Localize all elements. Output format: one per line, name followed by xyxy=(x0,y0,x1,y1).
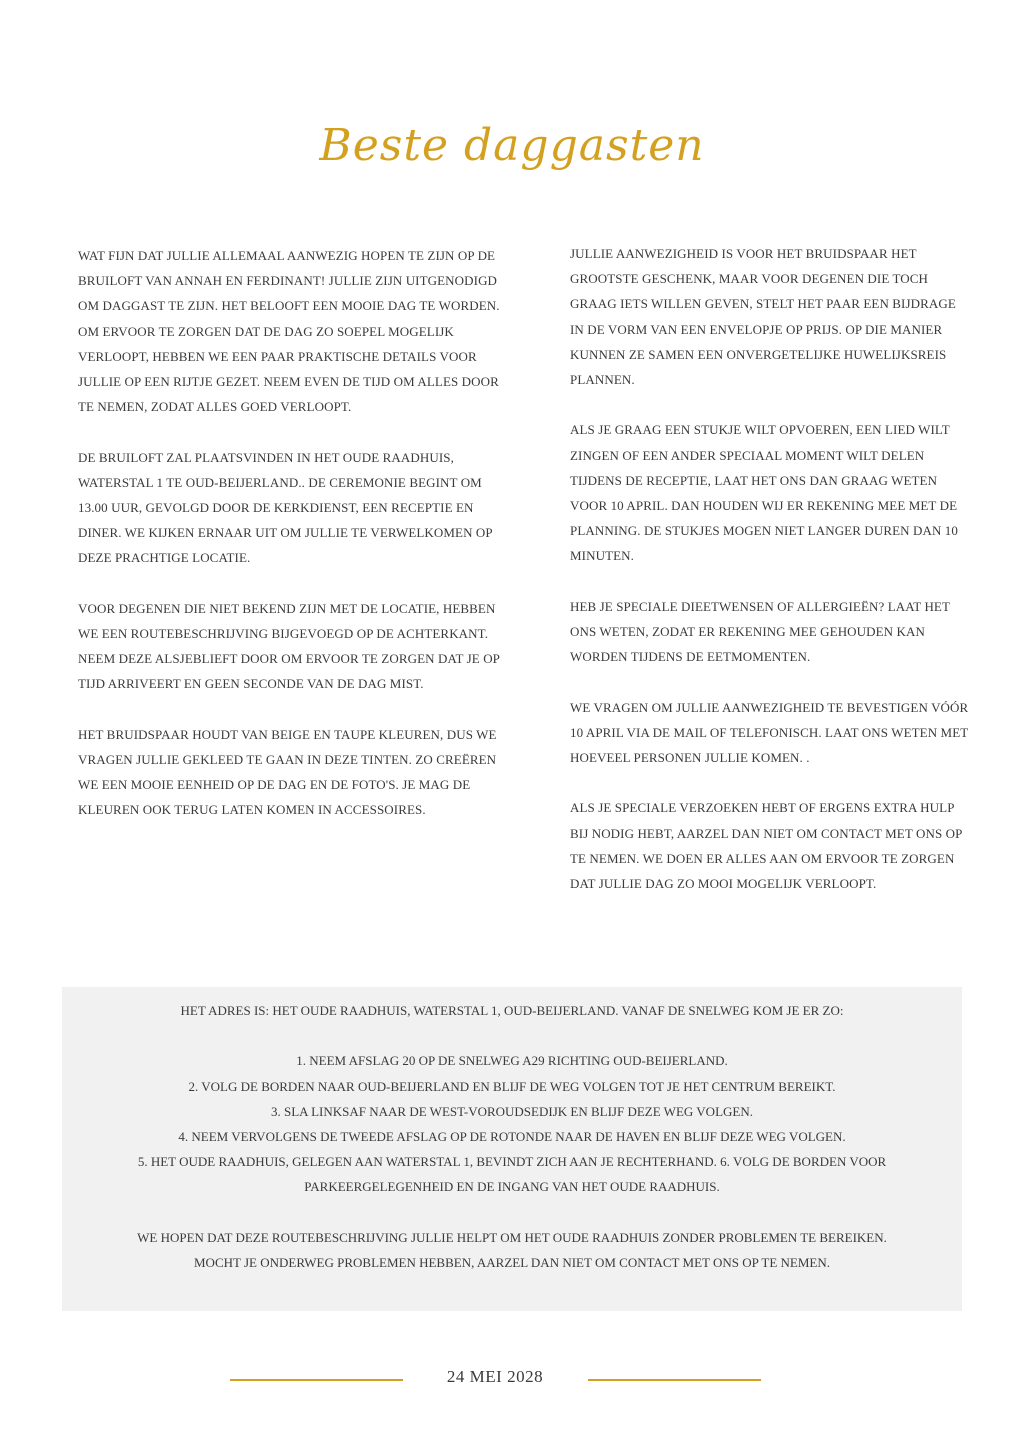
rsvp-paragraph: WE VRAGEN OM JULLIE AANWEZIGHEID TE BEVESTIGEN VÓÓR 10 APRIL VIA DE MAIL OF TELEFONISCH. LAAT ONS WETEN MET HOEVEEL PERSONEN JULLIE KOMEN. . xyxy=(570,699,969,766)
address-intro: HET ADRES IS: HET OUDE RAADHUIS, WATERSTAL 1, OUD-BEIJERLAND. VANAF DE SNELWEG KOM JE ER ZO: xyxy=(180,1003,844,1018)
route-step: PARKEERGELEGENHEID EN DE INGANG VAN HET OUDE RAADHUIS. xyxy=(304,1179,720,1195)
address-box xyxy=(62,987,962,1311)
route-step: 1. NEEM AFSLAG 20 OP DE SNELWEG A29 RICHTING OUD-BEIJERLAND. xyxy=(296,1053,728,1069)
gift-paragraph: JULLIE AANWEZIGHEID IS VOOR HET BRUIDSPAAR HET GROOTSTE GESCHENK, MAAR VOOR DEGENEN DIE TOCH GRAAG IETS WILLEN GEVEN, STELT HET PAAR EEN BIJDRAGE IN DE VORM VAN EEN ENVELOPJE OP PRIJS. OP DIE MANIER KUNNEN ZE SAMEN EEN ONVERGETELIJKE HUWELIJKSREIS PLANNEN. xyxy=(570,246,956,388)
footer xyxy=(0,1365,1024,1395)
footer-date: 24 MEI 2028 xyxy=(446,1367,544,1386)
left-column xyxy=(78,243,508,848)
contact-paragraph: ALS JE SPECIALE VERZOEKEN HEBT OF ERGENS EXTRA HULP BIJ NODIG HEBT, AARZEL DAN NIET OM CONTACT MET ONS OP TE NEMEN. WE DOEN ER ALLES AAN OM ERVOOR TE ZORGEN DAT JULLIE DAG ZO MOOI MOGELIJK VERLOOPT. xyxy=(570,800,962,892)
page-title: Beste daggasten xyxy=(319,120,705,171)
venue-paragraph: DE BRUILOFT ZAL PLAATSVINDEN IN HET OUDE RAADHUIS, WATERSTAL 1 TE OUD-BEIJERLAND.. DE CEREMONIE BEGINT OM 13.00 UUR, GEVOLGD DOOR DE KERKDIENST, EEN RECEPTIE EN DINER. WE KIJKEN ERNAAR UIT OM JULLIE TE VERWELKOMEN OP DEZE PRACHTIGE LOCATIE. xyxy=(78,449,493,566)
diet-paragraph: HEB JE SPECIALE DIEETWENSEN OF ALLERGIEËN? LAAT HET ONS WETEN, ZODAT ER REKENING MEE GEHOUDEN KAN WORDEN TIJDENS DE EETMOMENTEN. xyxy=(570,598,950,665)
dresscode-paragraph: HET BRUIDSPAAR HOUDT VAN BEIGE EN TAUPE KLEUREN, DUS WE VRAGEN JULLIE GEKLEED TE GAAN IN DEZE TINTEN. ZO CREËREN WE EEN MOOIE EENHEID OP DE DAG EN DE FOTO'S. JE MAG DE KLEUREN OOK TERUG LATEN KOMEN IN ACCESSOIRES. xyxy=(78,726,497,818)
address-closing: MOCHT JE ONDERWEG PROBLEMEN HEBBEN, AARZEL DAN NIET OM CONTACT MET ONS OP TE NEMEN. xyxy=(194,1255,830,1270)
right-column xyxy=(570,241,970,921)
route-step: 2. VOLG DE BORDEN NAAR OUD-BEIJERLAND EN BLIJF DE WEG VOLGEN TOT JE HET CENTRUM BEREIKT. xyxy=(188,1078,836,1094)
performance-paragraph: ALS JE GRAAG EEN STUKJE WILT OPVOEREN, EEN LIED WILT ZINGEN OF EEN ANDER SPECIAAL MOMENT WILT DELEN TIJDENS DE RECEPTIE, LAAT HET ONS DAN GRAAG WETEN VOOR 10 APRIL. DAN HOUDEN WIJ ER REKENING MEE MET DE PLANNING. DE STUKJES MOGEN NIET LANGER DUREN DAN 10 MINUTEN. xyxy=(570,422,958,564)
directions-paragraph: VOOR DEGENEN DIE NIET BEKEND ZIJN MET DE LOCATIE, HEBBEN WE EEN ROUTEBESCHRIJVING BIJGEVOEGD OP DE ACHTERKANT. NEEM DEZE ALSJEBLIEFT DOOR OM ERVOOR TE ZORGEN DAT JE OP TIJD ARRIVEERT EN GEEN SECONDE VAN DE DAG MIST. xyxy=(78,600,500,692)
route-step: 5. HET OUDE RAADHUIS, GELEGEN AAN WATERSTAL 1, BEVINDT ZICH AAN JE RECHTERHAND. 6. VOLG DE BORDEN VOOR xyxy=(137,1154,887,1170)
route-step: 3. SLA LINKSAF NAAR DE WEST-VOROUDSEDIJK EN BLIJF DEZE WEG VOLGEN. xyxy=(271,1103,753,1119)
footer-divider-left xyxy=(230,1379,403,1381)
route-step: 4. NEEM VERVOLGENS DE TWEEDE AFSLAG OP DE ROTONDE NAAR DE HAVEN EN BLIJF DEZE WEG VOLGEN. xyxy=(178,1129,846,1144)
intro-paragraph: WAT FIJN DAT JULLIE ALLEMAAL AANWEZIG HOPEN TE ZIJN OP DE BRUILOFT VAN ANNAH EN FERDINANT! JULLIE ZIJN UITGENODIGD OM DAGGAST TE ZIJN. HET BELOOFT EEN MOOIE DAG TE WORDEN. OM ERVOOR TE ZORGEN DAT DE DAG ZO SOEPEL MOGELIJK VERLOOPT, HEBBEN WE EEN PAAR PRAKTISCHE DETAILS VOOR JULLIE OP EEN RIJTJE GEZET. NEEM EVEN DE TIJD OM ALLES DOOR TE NEMEN, ZODAT ALLES GOED VERLOOPT. xyxy=(78,248,500,415)
address-closing: WE HOPEN DAT DEZE ROUTEBESCHRIJVING JULLIE HELPT OM HET OUDE RAADHUIS ZONDER PROBLEMEN TE BEREIKEN. xyxy=(137,1229,887,1245)
footer-divider-right xyxy=(588,1379,761,1381)
